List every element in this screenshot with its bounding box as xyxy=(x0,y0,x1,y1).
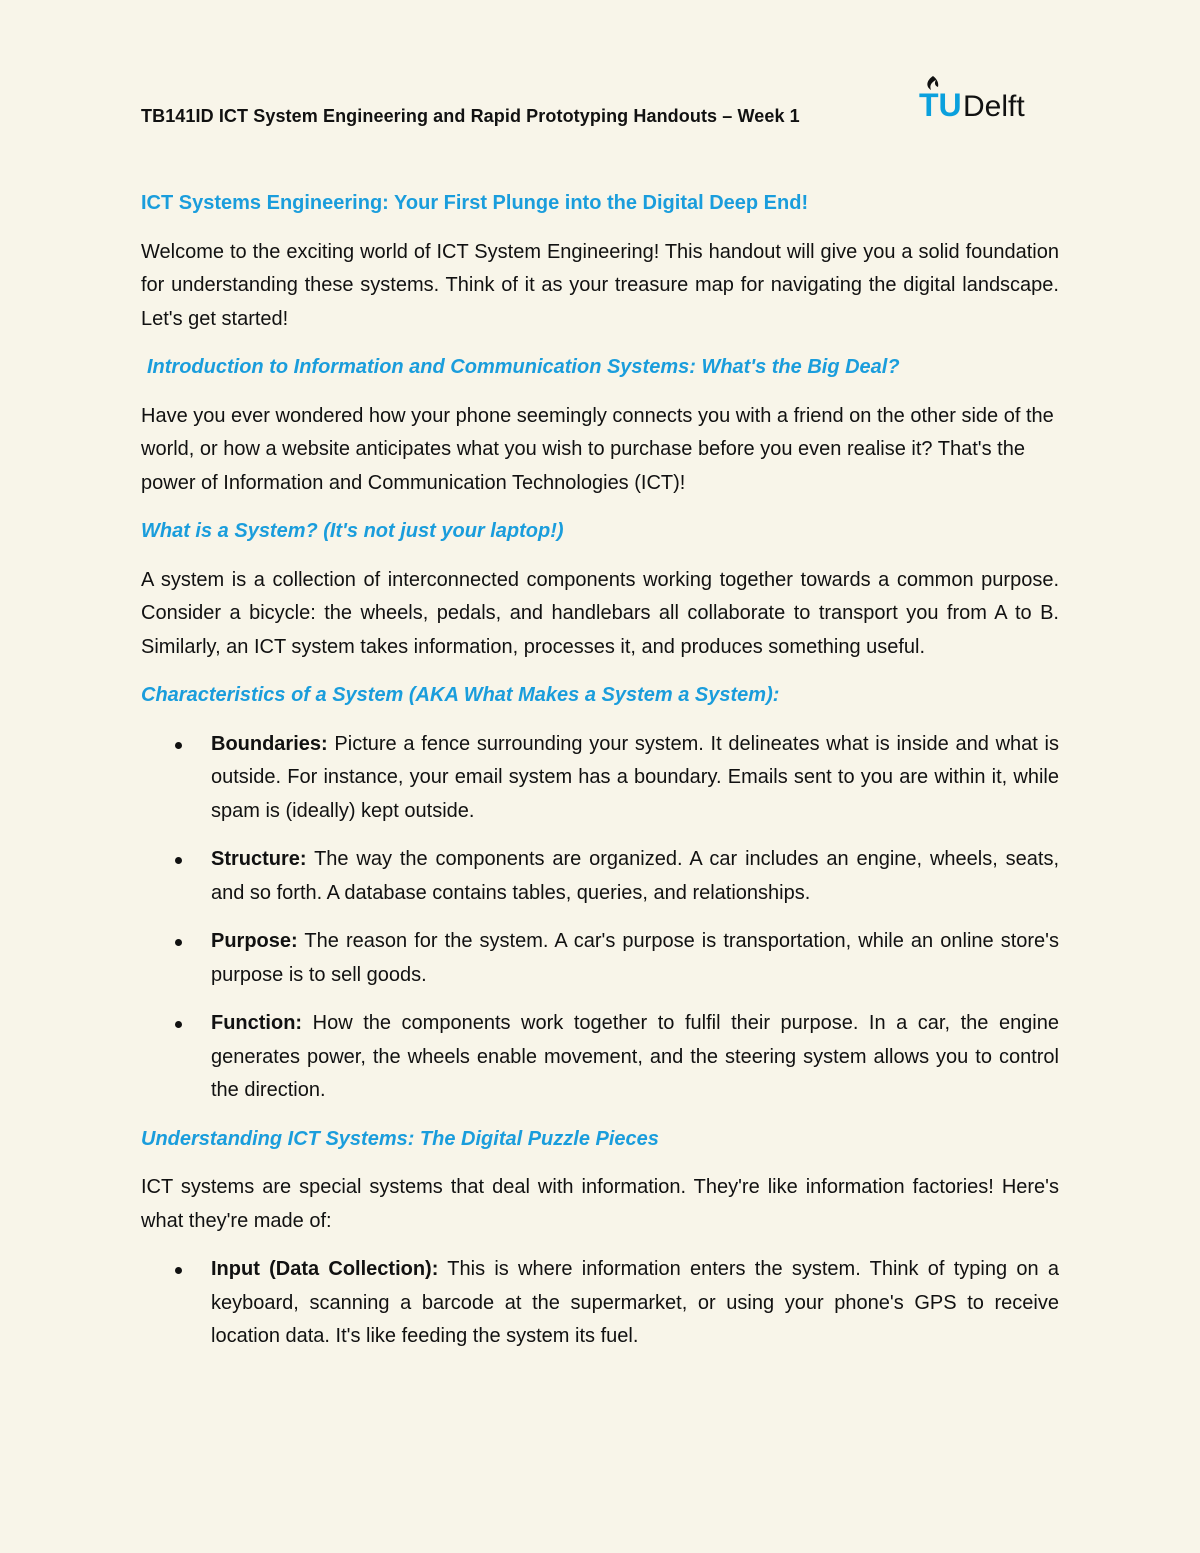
list-item-text: The reason for the system. A car's purpose is transportation, while an online store's purpose is to sell goods. xyxy=(211,930,1059,986)
list-item-text: How the components work together to fulfil their purpose. In a car, the engine generates power, the wheels enable movement, and the steering system allows you to control the direction. xyxy=(211,1012,1059,1101)
list-item xyxy=(211,925,1059,992)
list-item xyxy=(211,1007,1059,1108)
system-paragraph: A system is a collection of interconnected components working together towards a common purpose. Consider a bicycle: the wheels, pedals, and handlebars all collaborate to transport you from A to B. Similarly, an ICT system takes information, processes it, and produces something useful. xyxy=(141,568,1059,658)
section-heading-introduction: Introduction to Information and Communication Systems: What's the Big Deal? xyxy=(147,356,900,378)
understanding-paragraph: ICT systems are special systems that deal with information. They're like information factories! Here's what they're made of: xyxy=(141,1176,1059,1232)
list-item-term: Function: xyxy=(211,1012,303,1034)
list-item xyxy=(211,728,1059,829)
list-item-term: Structure: xyxy=(211,848,307,870)
section-heading-characteristics: Characteristics of a System (AKA What Makes a System a System): xyxy=(141,684,780,706)
document-header-title: TB141ID ICT System Engineering and Rapid Prototyping Handouts – Week 1 xyxy=(141,106,800,126)
section-heading-understanding: Understanding ICT Systems: The Digital Puzzle Pieces xyxy=(141,1127,659,1150)
list-item-term: Purpose: xyxy=(211,930,298,952)
document-body xyxy=(141,187,1059,1369)
components-list xyxy=(141,1253,1059,1354)
list-item xyxy=(211,1253,1059,1354)
logo-delft-text: Delft xyxy=(963,90,1025,122)
section-heading-what-is-system: What is a System? (It's not just your laptop!) xyxy=(141,520,564,542)
introduction-paragraph: Have you ever wondered how your phone seemingly connects you with a friend on the other side of the world, or how a website anticipates what you wish to purchase before you even realise it? That's the power of Information and Communication Technologies (ICT)! xyxy=(141,404,1054,494)
logo-tu-text: TU xyxy=(919,87,962,122)
main-heading: ICT Systems Engineering: Your First Plunge into the Digital Deep End! xyxy=(141,192,809,214)
intro-paragraph: Welcome to the exciting world of ICT System Engineering! This handout will give you a solid foundation for understanding these systems. Think of it as your treasure map for navigating the digital landscape. Let's get started! xyxy=(141,240,1059,330)
list-item-term: Boundaries: xyxy=(211,732,328,755)
list-item-term: Input (Data Collection): xyxy=(211,1258,439,1280)
list-item-text: The way the components are organized. A car includes an engine, wheels, seats, and so forth. A database contains tables, queries, and relationships. xyxy=(211,848,1059,904)
list-item-text: This is where information enters the system. Think of typing on a keyboard, scanning a barcode at the supermarket, or using your phone's GPS to receive location data. It's like feeding the system its fuel. xyxy=(211,1258,1060,1347)
list-item xyxy=(211,843,1059,910)
list-item-text: Picture a fence surrounding your system. It delineates what is inside and what is outside. For instance, your email system has a boundary. Emails sent to you are within it, while spam is (ideally) kept outside. xyxy=(211,732,1059,822)
characteristics-list xyxy=(141,728,1059,1108)
tu-delft-logo xyxy=(917,72,1037,122)
